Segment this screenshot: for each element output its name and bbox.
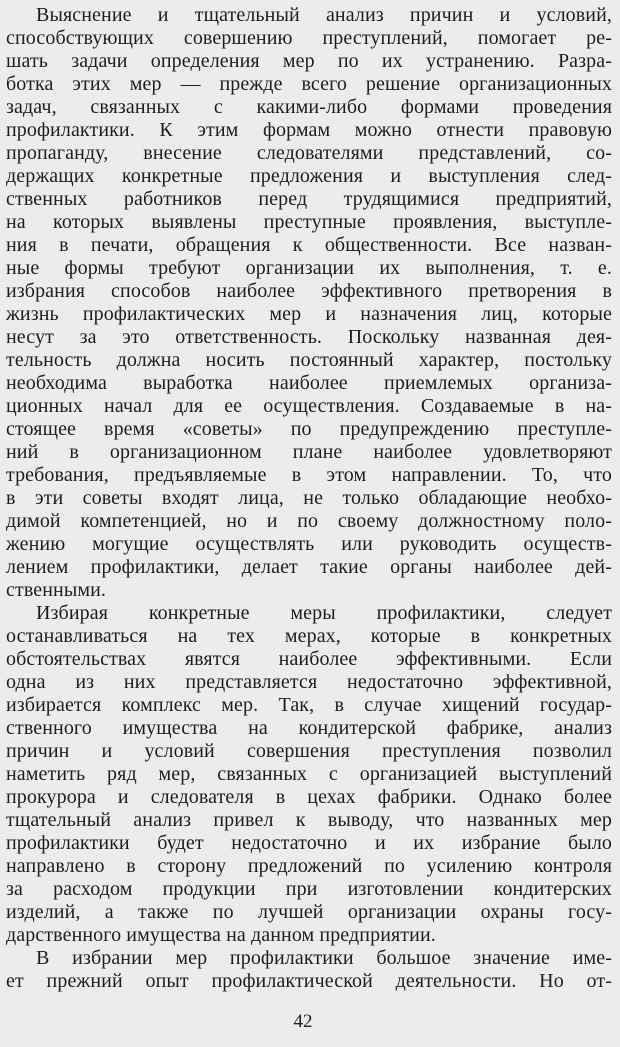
text-line: держащих конкретные предложения и выступления след- <box>6 165 612 187</box>
text-line: ные формы требуют организации их выполнения, т. е. <box>6 257 612 279</box>
text-line: тщательный анализ привел к выводу, что названных мер <box>6 809 612 831</box>
text-line: жизнь профилактических мер и назначения лиц, которые <box>6 303 612 325</box>
paragraph <box>6 602 612 947</box>
text-line: прокурора и следователя в цехах фабрики. Однако более <box>6 786 612 808</box>
text-line: останавливаться на тех мерах, которые в конкретных <box>6 625 612 647</box>
text-line: в эти советы входят лица, не только обладающие необхо- <box>6 487 612 509</box>
text-line: несут за это ответственность. Поскольку названная дея- <box>6 326 612 348</box>
text-line: ственных работников перед трудящимися предприятий, <box>6 188 612 210</box>
text-block <box>6 4 612 993</box>
text-line: дарственного имущества на данном предприятии. <box>6 924 436 946</box>
text-line: Избирая конкретные меры профилактики, следует <box>36 602 612 624</box>
text-line: избрания способов наиболее эффективного претворения в <box>6 280 612 302</box>
text-line: ний в организационном плане наиболее удовлетворяют <box>6 441 612 463</box>
paragraph <box>6 947 612 993</box>
text-line: ственного имущества на кондитерской фабрике, анализ <box>6 717 612 739</box>
text-line: требования, предъявляемые в этом направлении. То, что <box>6 464 612 486</box>
text-line: профилактики. К этим формам можно отнести правовую <box>6 119 612 141</box>
text-line: наметить ряд мер, связанных с организацией выступлений <box>6 763 612 785</box>
paragraph <box>6 4 612 602</box>
text-line: ет прежний опыт профилактической деятельности. Но от- <box>6 970 612 992</box>
text-line: способствующих совершению преступлений, помогает ре- <box>6 27 612 49</box>
text-line: изделий, а также по лучшей организации охраны госу- <box>6 901 612 923</box>
text-line: за расходом продукции при изготовлении кондитерских <box>6 878 612 900</box>
text-line: ботка этих мер — прежде всего решение организационных <box>6 73 612 95</box>
page-number: 42 <box>293 1011 313 1032</box>
text-line: профилактики будет недостаточно и их избрание было <box>6 832 612 854</box>
text-line: ственными. <box>6 579 107 601</box>
text-line: обстоятельствах явятся наиболее эффективными. Если <box>6 648 612 670</box>
text-line: В избрании мер профилактики большое значение име- <box>36 947 612 969</box>
text-line: жению могущие осуществлять или руководить осуществ- <box>6 533 612 555</box>
text-line: на которых выявлены преступные проявления, выступле- <box>6 211 612 233</box>
text-line: одна из них представляется недостаточно эффективной, <box>6 671 612 693</box>
text-line: необходима выработка наиболее приемлемых организа- <box>6 372 612 394</box>
text-line: пропаганду, внесение следователями представлений, со- <box>6 142 612 164</box>
text-line: димой компетенцией, но и по своему должностному поло- <box>6 510 612 532</box>
text-line: тельность должна носить постоянный характер, постольку <box>6 349 612 371</box>
text-line: задач, связанных с какими-либо формами проведения <box>6 96 612 118</box>
text-line: Выяснение и тщательный анализ причин и условий, <box>36 4 612 26</box>
text-line: ционных начал для ее осуществления. Создаваемые в на- <box>6 395 612 417</box>
text-line: шать задачи определения мер по их устранению. Разра- <box>6 50 612 72</box>
text-line: причин и условий совершения преступления позволил <box>6 740 612 762</box>
text-line: ния в печати, обращения к общественности. Все назван- <box>6 234 612 256</box>
text-line: лением профилактики, делает такие органы наиболее дей- <box>6 556 612 578</box>
text-line: избирается комплекс мер. Так, в случае хищений государ- <box>6 694 612 716</box>
text-line: направлено в сторону предложений по усилению контроля <box>6 855 612 877</box>
text-line: стоящее время «советы» по предупреждению преступле- <box>6 418 612 440</box>
